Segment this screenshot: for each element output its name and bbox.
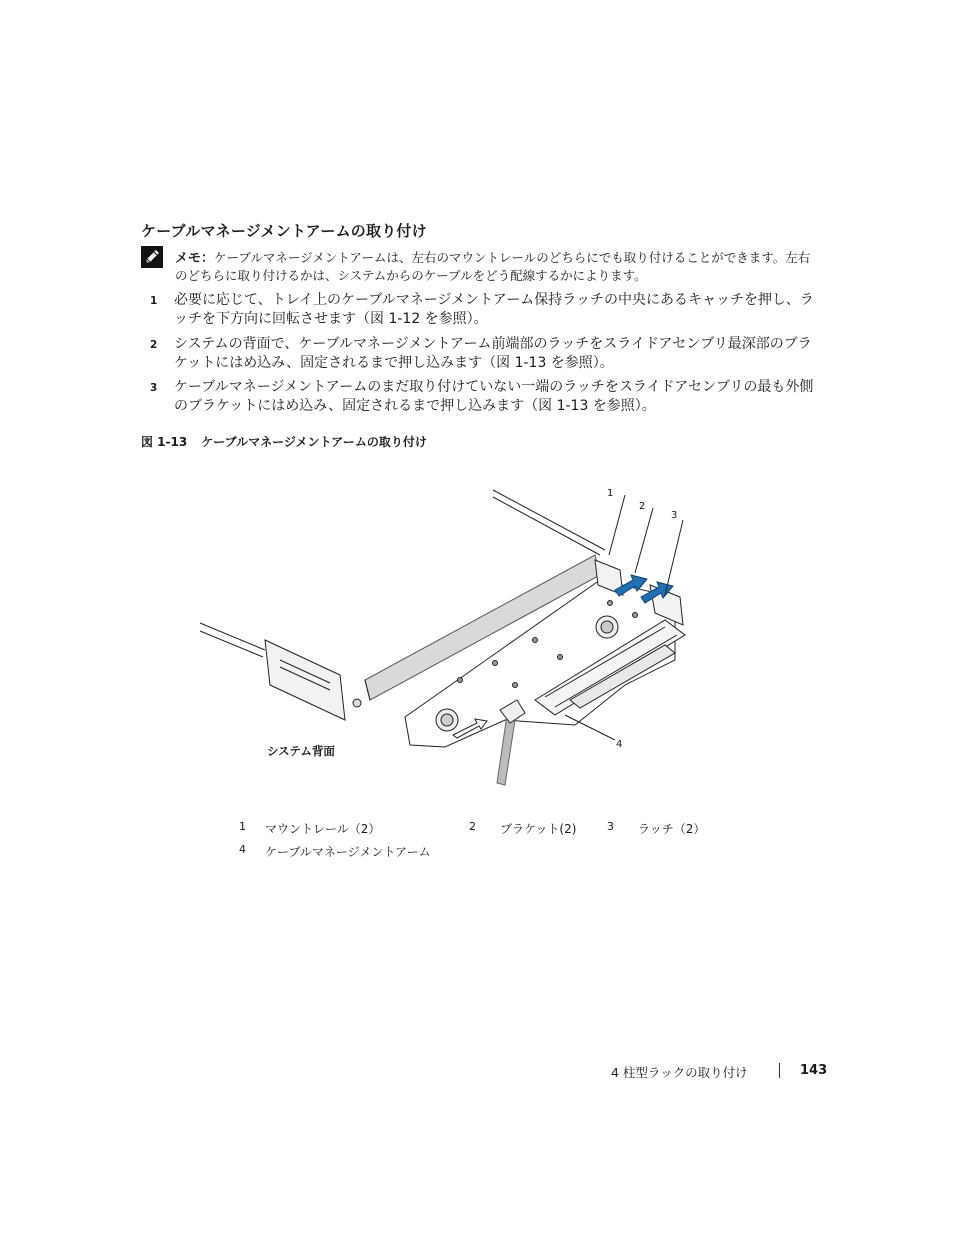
footer-chapter: 4 柱型ラックの取り付け	[611, 1065, 748, 1080]
step-1	[150, 291, 815, 331]
legend-text: ケーブルマネージメントアーム	[265, 845, 431, 859]
system-back-label: システム背面	[267, 744, 335, 758]
step-number: 1	[150, 295, 158, 307]
legend-text: ブラケット(2)	[500, 822, 577, 836]
step-text: ケーブルマネージメントアームのまだ取り付けていない一端のラッチをスライドアセンブリの最も外側のブラケットにはめ込み、固定されるまで押し込みます（図 1-13 を参照）。	[174, 379, 814, 414]
legend-number: 3	[607, 820, 614, 833]
note-block	[175, 249, 815, 284]
step-number: 3	[150, 382, 158, 394]
legend-text: マウントレール（2）	[265, 822, 381, 836]
figure-number: 図 1-13	[141, 435, 188, 449]
step-text: システムの背面で、ケーブルマネージメントアーム前端部のラッチをスライドアセンブリ最深部のブラケットにはめ込み、固定されるまで押し込みます（図 1-13 を参照）。	[174, 336, 812, 371]
section-title: ケーブルマネージメントアームの取り付け	[141, 222, 427, 240]
callout-number: 1	[607, 488, 614, 499]
callout-number: 3	[671, 510, 678, 521]
figure-title: ケーブルマネージメントアームの取り付け	[201, 435, 427, 449]
note-label: メモ：	[175, 251, 215, 266]
legend-number: 2	[469, 820, 476, 833]
step-number: 2	[150, 339, 158, 351]
note-pencil-icon	[141, 246, 163, 268]
figure-caption	[141, 433, 427, 450]
callout-number: 4	[616, 739, 623, 750]
cable-arm-illustration	[195, 485, 715, 795]
legend-number: 4	[239, 843, 246, 856]
page-number: 143	[800, 1063, 828, 1078]
legend-number: 1	[239, 820, 246, 833]
callout-number: 2	[639, 501, 646, 512]
step-3	[150, 378, 815, 418]
step-text: 必要に応じて、トレイ上のケーブルマネージメントアーム保持ラッチの中央にあるキャッチを押し、ラッチを下方向に回転させます（図 1-12 を参照）。	[174, 292, 814, 327]
footer-separator	[779, 1063, 780, 1078]
step-2	[150, 335, 815, 375]
note-text: ケーブルマネージメントアームは、左右のマウントレールのどちらにでも取り付けることができます。左右のどちらに取り付けるかは、システムからのケーブルをどう配線するかによります。	[175, 250, 811, 283]
legend-text: ラッチ（2）	[638, 822, 706, 836]
